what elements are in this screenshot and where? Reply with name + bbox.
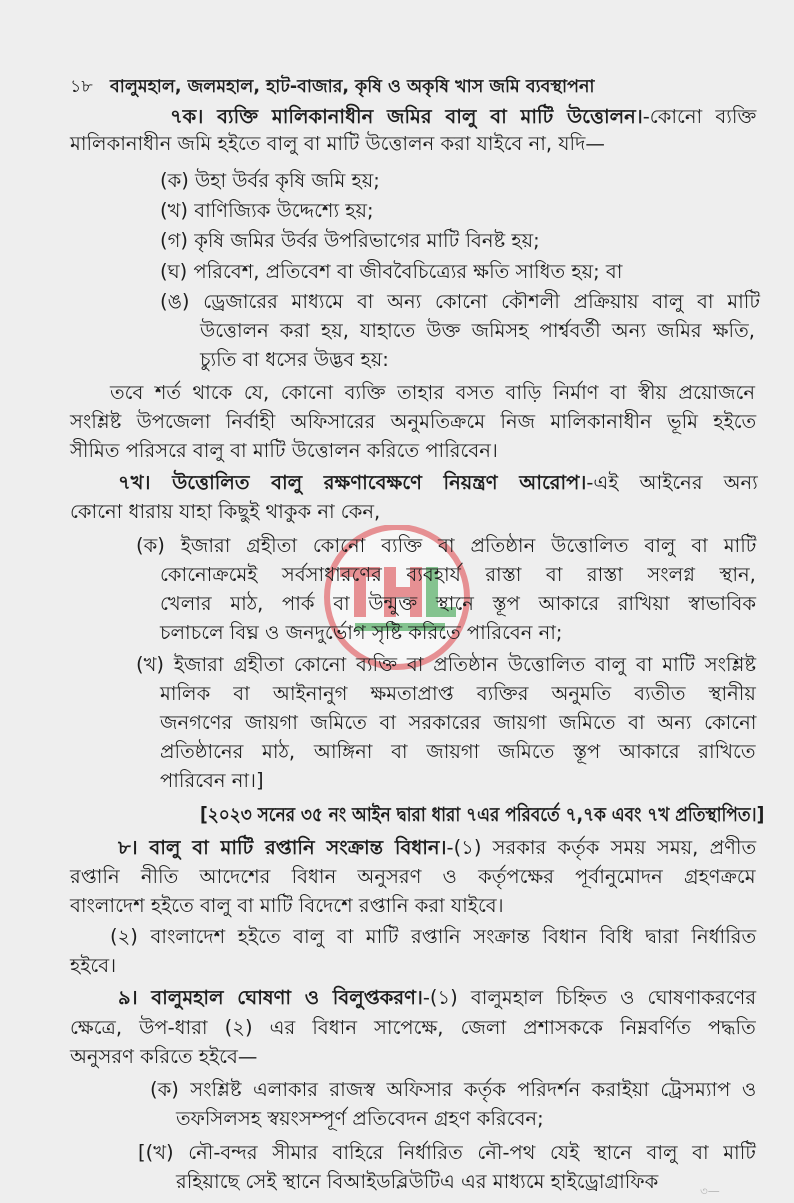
body-text: চ্যুতি বা ধসের উদ্ভব হয়: (200, 348, 389, 371)
section-heading: ৮। বালু বা মাটি রপ্তানি সংক্রান্ত বিধান। (118, 836, 447, 859)
body-text: -কোনো ব্যক্তি (642, 105, 757, 128)
body-text: হইবে। (70, 954, 117, 977)
text-line (200, 802, 764, 828)
body-text: -(১) সরকার কর্তৃক সময় সময়, প্রণীত (446, 836, 757, 859)
body-text: চলাচলে বিঘ্ন ও জনদুর্ভোগ সৃষ্টি করিতে পারিবেন না; (160, 621, 563, 644)
text-line (160, 259, 622, 285)
body-text: তফসিলসহ স্বয়ংসম্পূর্ণ প্রতিবেদন গ্রহণ করিবেন; (176, 1107, 544, 1130)
body-text: (ক) সংশ্লিষ্ট এলাকার রাজস্ব অফিসার কর্তৃক পরিদর্শন করাইয়া ট্রেসম্যাপ ও (150, 1078, 757, 1101)
body-text: প্রতিষ্ঠানের মাঠ, আঙ্গিনা বা জায়গা জমিতে স্তূপ আকারে রাখিতে (160, 740, 756, 763)
body-text: [(খ) নৌ-বন্দর সীমার বাহিরে নির্ধারিত নৌ-পথ যেই স্থানে বালু বা মাটি (138, 1141, 756, 1164)
text-line (70, 438, 498, 464)
text-line (160, 681, 756, 707)
text-line (160, 289, 760, 315)
text-line (110, 380, 755, 406)
section-heading: ৭খ। উত্তোলিত বালু রক্ষণাবেক্ষণে নিয়ন্ত্রণ আরোপ। (118, 471, 587, 494)
text-line (70, 1044, 257, 1070)
body-text: (ক) ইজারা গ্রহীতা কোনো ব্যক্তি বা প্রতিষ্ঠান উত্তোলিত বালু বা মাটি (136, 534, 757, 557)
body-text: (ঙ) ড্রেজারের মাধ্যমে বা অন্য কোনো কৌশলী প্রক্রিয়ায় বালু বা মাটি (160, 290, 760, 313)
section-heading: [২০২৩ সনের ৩৫ নং আইন দ্বারা ধারা ৭এর পরিবর্তে ৭,৭ক এবং ৭খ প্রতিস্থাপিত।] (200, 803, 765, 826)
text-line (200, 347, 389, 373)
text-line (110, 924, 756, 950)
text-line (138, 1140, 756, 1166)
text-line (176, 1169, 658, 1195)
body-text: -(১) বালুমহাল চিহ্নিত ও ঘোষণাকরণের (422, 986, 757, 1009)
body-text: -এই আইনের অন্য (586, 471, 758, 494)
text-line (160, 591, 756, 617)
page-number: ১৮ (70, 77, 93, 97)
body-text: উত্তোলন করা হয়, যাহাতে উক্ত জমিসহ পার্শ্ববর্তী অন্য জমির ক্ষতি, (200, 319, 755, 342)
body-text: মালিকানাধীন জমি হইতে বালু বা মাটি উত্তোলন করা যাইবে না, যদি— (70, 132, 605, 155)
text-line (160, 168, 380, 194)
body-text: সংশ্লিষ্ট উপজেলা নির্বাহী অফিসারের অনুমতিক্রমে নিজ মালিকানাধীন ভূমি হইতে (70, 410, 757, 433)
body-text: ক্ষেত্রে, উপ-ধারা (২) এর বিধান সাপেক্ষে, জেলা প্রশাসককে নিম্নবর্ণিত পদ্ধতি (70, 1016, 756, 1039)
body-text: রপ্তানি নীতি আদেশের বিধান অনুসরণ ও কর্তৃপক্ষের পূর্বানুমোদন গ্রহণক্রমে (70, 865, 756, 888)
text-line (200, 318, 755, 344)
text-line (160, 562, 756, 588)
body-text: খেলার মাঠ, পার্ক বা উন্মুক্ত স্থানে স্তূপ আকারে রাখিয়া স্বাভাবিক (160, 592, 757, 615)
text-line (160, 228, 540, 254)
body-text: কোনোক্রমেই সর্বসাধারণের ব্যবহার্য রাস্তা বা রাস্তা সংলগ্ন স্থান, (160, 563, 756, 586)
text-line (70, 499, 380, 525)
text-line (170, 104, 756, 130)
body-text: সীমিত পরিসরে বালু বা মাটি উত্তোলন করিতে পারিবেন। (70, 439, 498, 462)
body-text: (গ) কৃষি জমির উর্বর উপরিভাগের মাটি বিনষ্ট হয়; (160, 229, 540, 252)
text-line (136, 533, 756, 559)
footer-mark: ৩— (700, 1184, 720, 1198)
text-line (160, 768, 264, 794)
body-text: (২) বাংলাদেশ হইতে বালু বা মাটি রপ্তানি সংক্রান্ত বিধান বিধি দ্বারা নির্ধারিত (110, 925, 757, 948)
text-line (118, 470, 758, 496)
text-line (160, 710, 756, 736)
body-text: অনুসরণ করিতে হইবে— (70, 1045, 258, 1068)
text-line (160, 620, 562, 646)
running-title: বালুমহাল, জলমহাল, হাট-বাজার, কৃষি ও অকৃষি খাস জমি ব্যবস্থাপনা (110, 77, 595, 97)
text-line (70, 953, 116, 979)
body-text: পারিবেন না।] (160, 769, 264, 792)
body-text: জনগণের জায়গা জমিতে বা সরকারের জায়গা জমিতে বা অন্য কোনো (160, 711, 757, 734)
text-line (136, 652, 756, 678)
body-text: (ঘ) পরিবেশ, প্রতিবেশ বা জীববৈচিত্র্যের ক্ষতি সাধিত হয়; বা (160, 260, 623, 283)
text-line (118, 835, 756, 861)
text-line (160, 739, 756, 765)
body-text: (ক) উহা উর্বর কৃষি জমি হয়; (160, 169, 380, 192)
text-line (70, 893, 504, 919)
body-text: তবে শর্ত থাকে যে, কোনো ব্যক্তি তাহার বসত বাড়ি নির্মাণ বা স্বীয় প্রয়োজনে (110, 381, 756, 404)
section-heading: ৯। বালুমহাল ঘোষণা ও বিলুপ্তকরণ। (118, 986, 423, 1009)
body-text: কোনো ধারায় যাহা কিছুই থাকুক না কেন, (70, 500, 381, 523)
body-text: রহিয়াছে সেই স্থানে বিআইডব্লিউটিএ এর মাধ্যমে হাইড্রোগ্রাফিক (176, 1170, 659, 1193)
text-line (160, 198, 374, 224)
body-text: বাংলাদেশ হইতে বালু বা মাটি বিদেশে রপ্তানি করা যাইবে। (70, 894, 504, 917)
section-heading: ৭ক। ব্যক্তি মালিকানাধীন জমির বালু বা মাটি উত্তোলন। (170, 105, 643, 128)
text-line (176, 1106, 544, 1132)
body-text: মালিক বা আইনানুগ ক্ষমতাপ্রাপ্ত ব্যক্তির অনুমতি ব্যতীত স্থানীয় (160, 682, 756, 705)
text-line (150, 1077, 756, 1103)
text-line (70, 864, 756, 890)
text-line (70, 131, 605, 157)
text-line (70, 409, 756, 435)
text-line (70, 1015, 756, 1041)
body-text: (খ) ইজারা গ্রহীতা কোনো ব্যক্তি বা প্রতিষ্ঠান উত্তোলিত বালু বা মাটি সংশ্লিষ্ট (136, 653, 757, 676)
text-line (118, 985, 756, 1011)
body-text: (খ) বাণিজ্যিক উদ্দেশ্যে হয়; (160, 199, 374, 222)
